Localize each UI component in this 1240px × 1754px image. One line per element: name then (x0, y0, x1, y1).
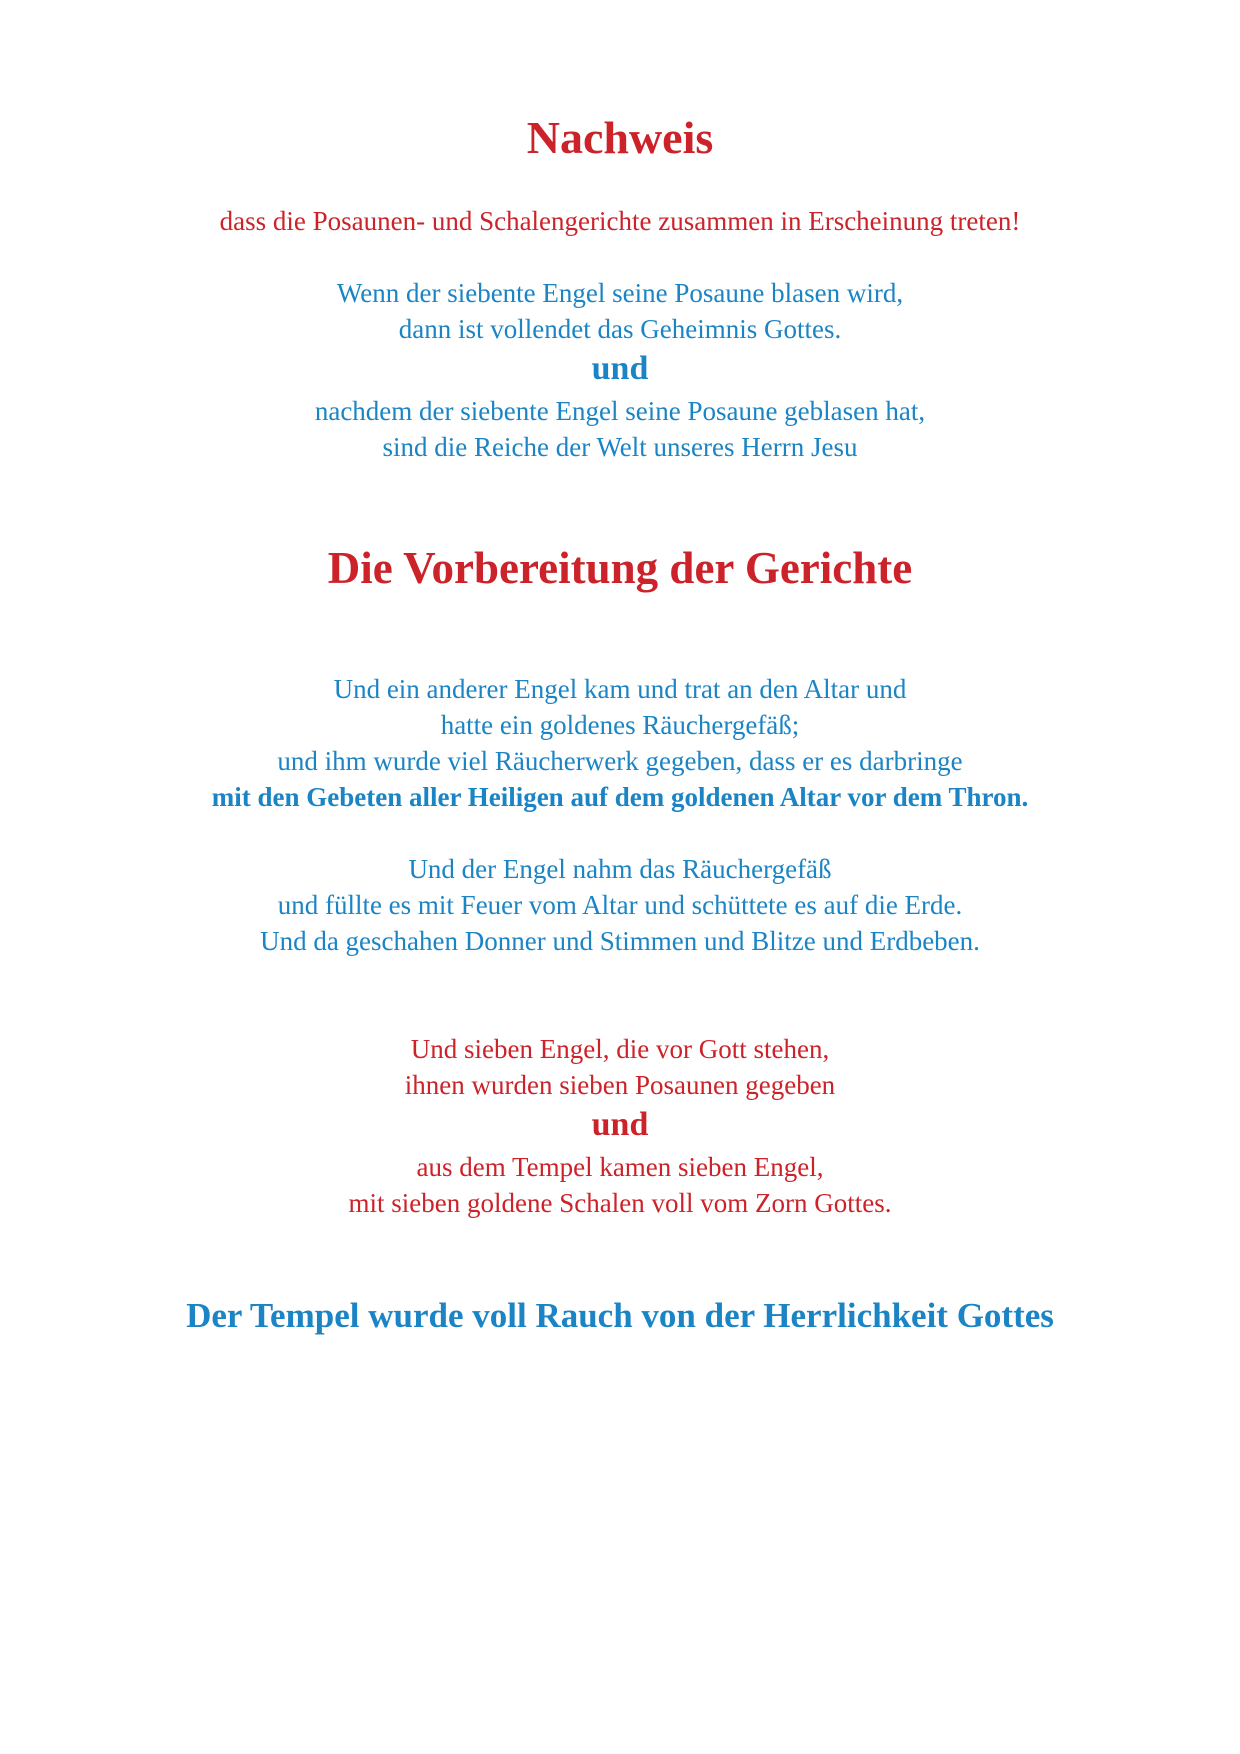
section-altar-line-1: Und ein anderer Engel kam und trat an den Altar und (333, 674, 907, 704)
section-heading-preparation: Die Vorbereitung der Gerichte (327, 543, 913, 593)
section-censer-line-1: Und der Engel nahm das Räuchergefäß (408, 854, 832, 884)
section-seven-angels-line-4: mit sieben goldene Schalen voll vom Zorn Gottes. (348, 1188, 892, 1218)
section-altar-line-2: hatte ein goldenes Räuchergefäß; (440, 710, 800, 740)
section-censer-line-2: und füllte es mit Feuer vom Altar und schüttete es auf die Erde. (277, 890, 963, 920)
section-trumpet-line-2: dann ist vollendet das Geheimnis Gottes. (398, 314, 842, 344)
section-censer-line-3: Und da geschahen Donner und Stimmen und Blitze und Erdbeben. (260, 926, 980, 956)
closing-heading: Der Tempel wurde voll Rauch von der Herrlichkeit Gottes (186, 1296, 1054, 1335)
section-trumpet-line-4: sind die Reiche der Welt unseres Herrn Jesu (382, 432, 858, 462)
page-title: Nachweis (526, 112, 714, 163)
connector-und-blue: und (591, 350, 649, 387)
section-trumpet-line-3: nachdem der siebente Engel seine Posaune geblasen hat, (314, 396, 926, 426)
subtitle: dass die Posaunen- und Schalengerichte zusammen in Erscheinung treten! (219, 206, 1021, 236)
section-seven-angels-line-3: aus dem Tempel kamen sieben Engel, (416, 1152, 824, 1182)
section-altar-line-4-bold: mit den Gebeten aller Heiligen auf dem goldenen Altar vor dem Thron. (211, 782, 1029, 812)
section-seven-angels-line-2: ihnen wurden sieben Posaunen gegeben (404, 1070, 836, 1100)
section-trumpet-line-1: Wenn der siebente Engel seine Posaune blasen wird, (336, 278, 904, 308)
section-altar-line-3: und ihm wurde viel Räucherwerk gegeben, dass er es darbringe (277, 746, 963, 776)
section-seven-angels-line-1: Und sieben Engel, die vor Gott stehen, (410, 1034, 830, 1064)
connector-und-red: und (591, 1106, 649, 1143)
